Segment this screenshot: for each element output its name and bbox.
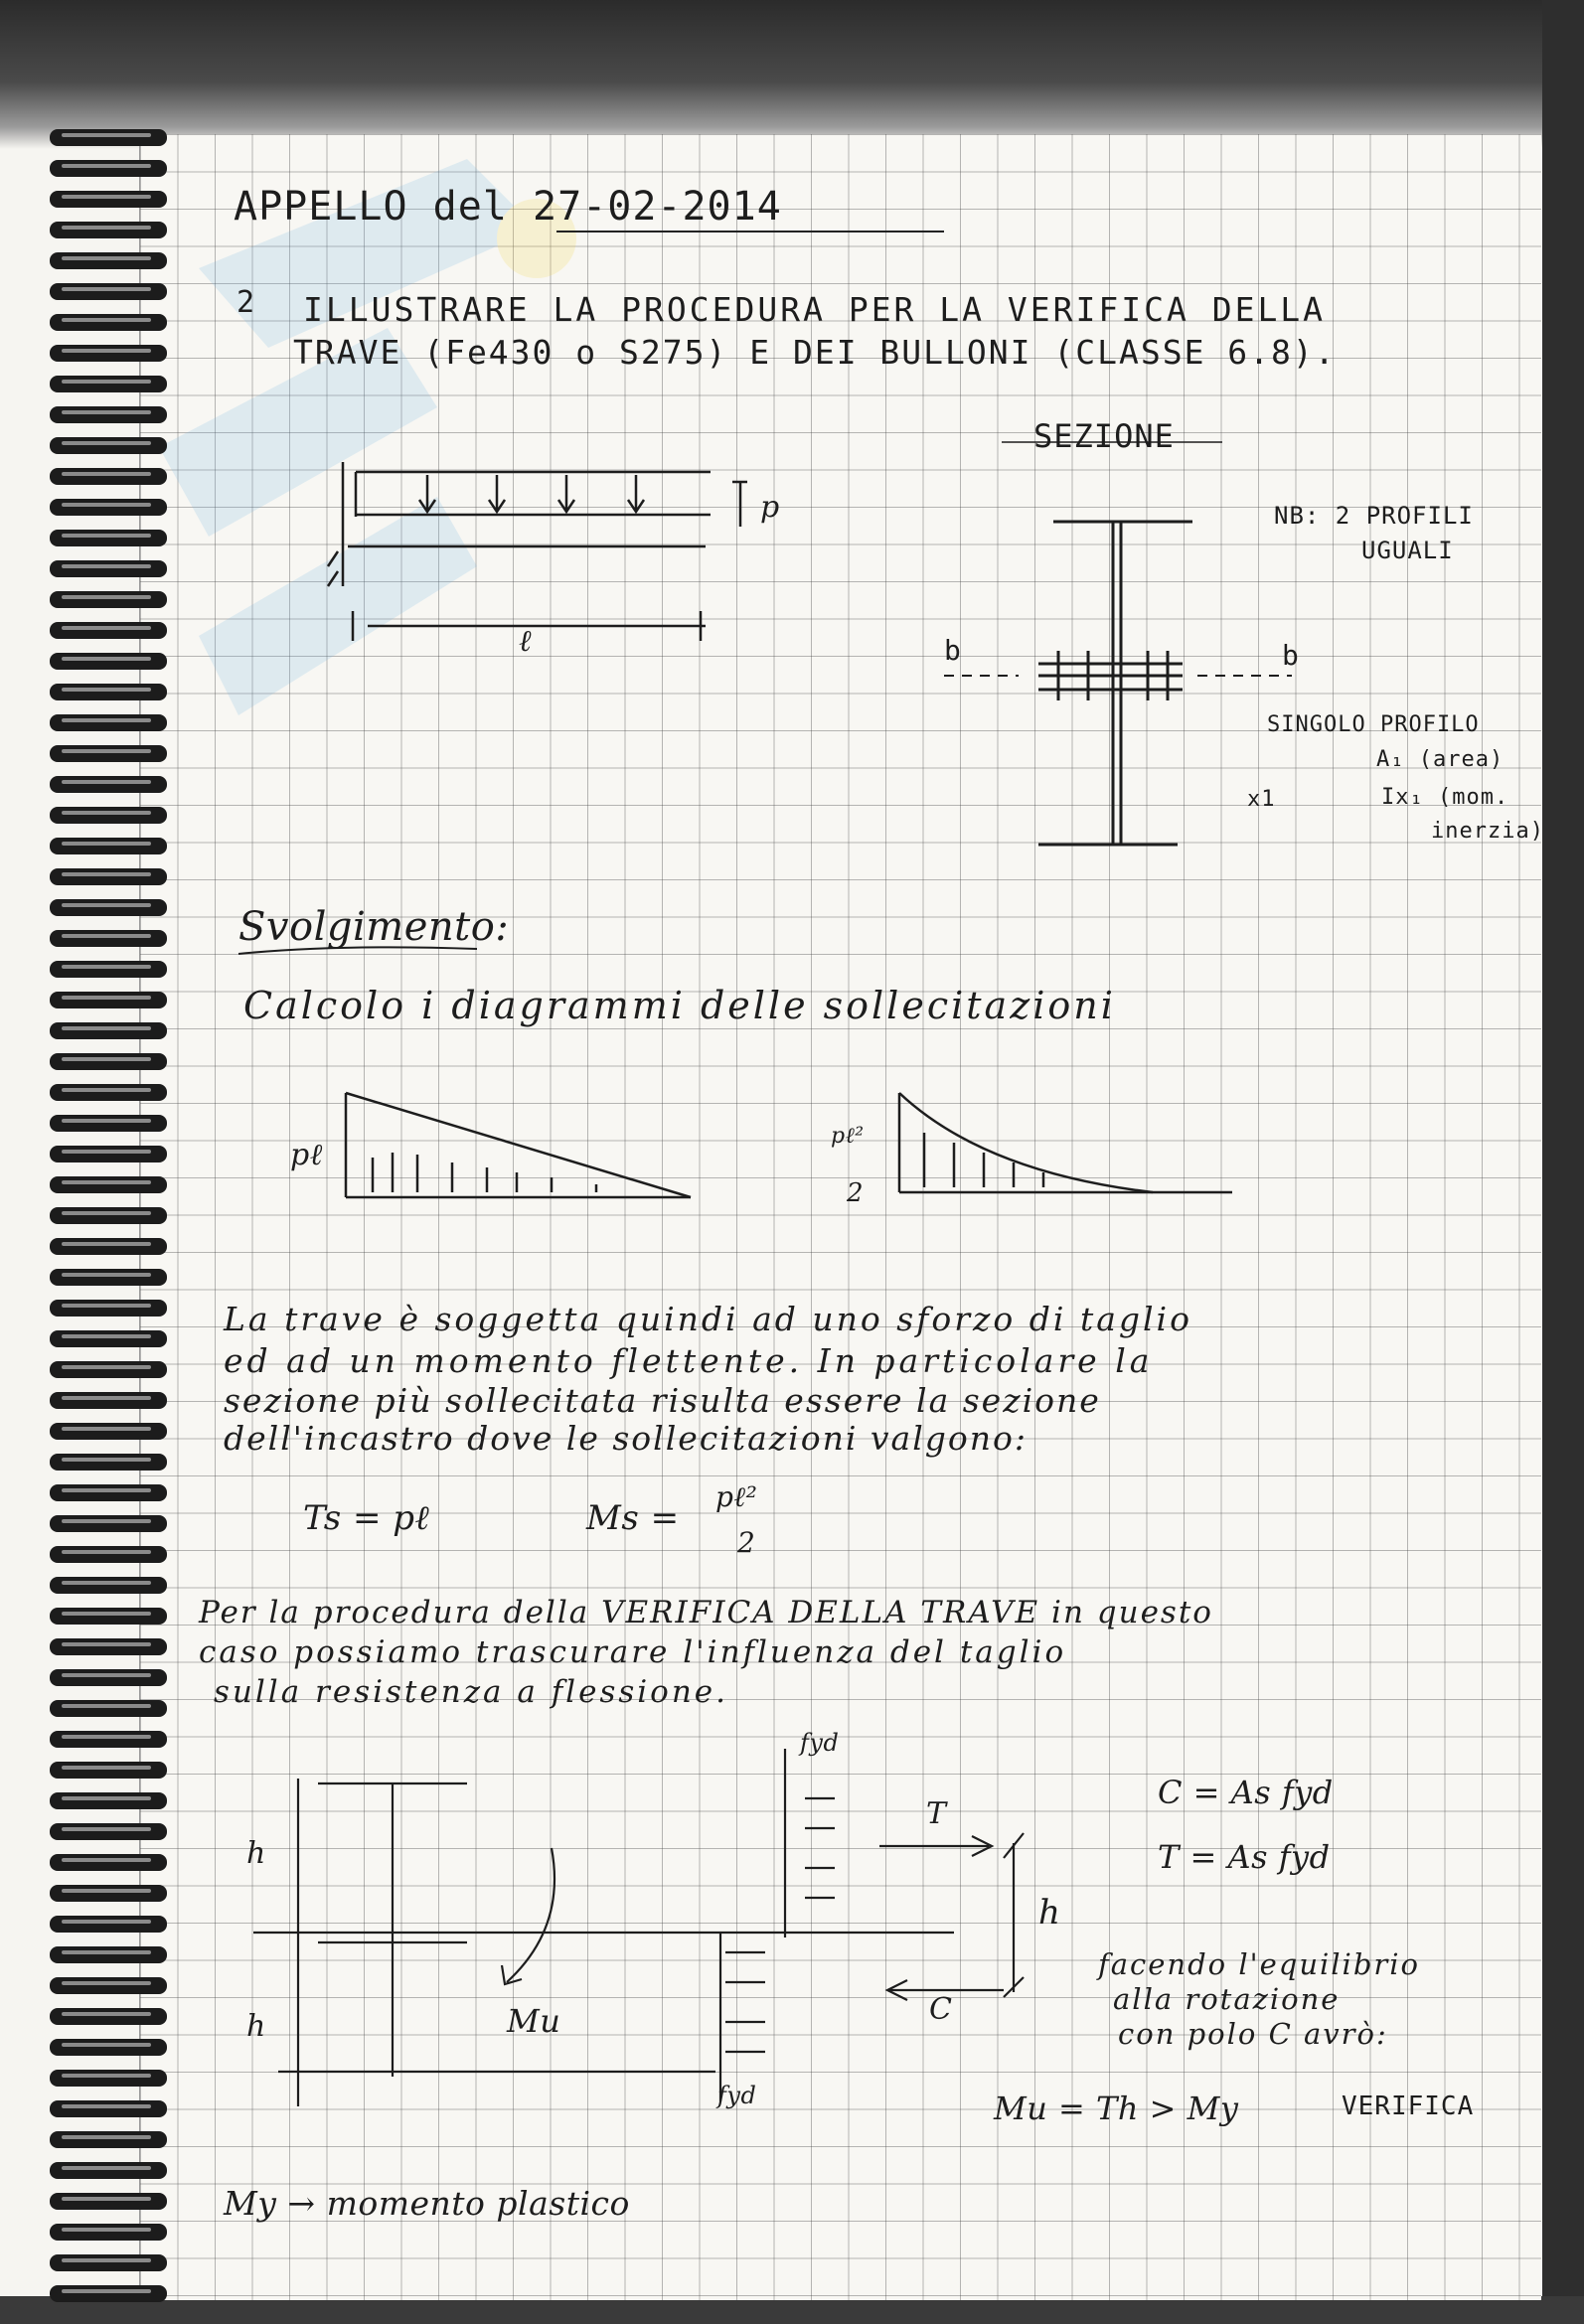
section-note-line-1: NB: 2 PROFILI — [1274, 502, 1474, 530]
profile-area-label: A₁ (area) — [1376, 747, 1505, 772]
profile-inertia-line-1: Ix₁ (mom. — [1381, 785, 1509, 810]
h-left-bottom-label: h — [246, 2009, 266, 2044]
shear-diagram — [346, 1093, 691, 1197]
section-axis-left: b — [944, 634, 962, 667]
equilibrium-line-1: facendo l'equilibrio — [1098, 1947, 1420, 1981]
formula-ms-numerator: pℓ² — [715, 1480, 758, 1513]
page-title: APPELLO del 27-02-2014 — [234, 184, 782, 230]
profile-inertia-line-2: inerzia) — [1431, 819, 1544, 844]
t-force-label: T — [926, 1796, 947, 1831]
fyd-bottom-label: fyd — [717, 2082, 757, 2109]
moment-label-bottom: 2 — [847, 1178, 865, 1208]
section-note-line-2: UGUALI — [1361, 537, 1454, 564]
paragraph-line-3: sezione più sollecitata risulta essere la sezione — [224, 1381, 1101, 1420]
section-title: SEZIONE — [1033, 417, 1175, 455]
h-left-top-label: h — [246, 1836, 266, 1871]
question-number: 2 — [237, 285, 256, 320]
paragraph-line-4: dell'incastro dove le sollecitazioni valgono: — [224, 1419, 1028, 1458]
cantilever-beam-sketch — [328, 462, 747, 641]
beam-length-label: ℓ — [519, 624, 532, 659]
mu-label: Mu — [507, 2002, 561, 2040]
profile-axis-x1: x1 — [1247, 787, 1276, 812]
final-verifica-word: VERIFICA — [1342, 2092, 1475, 2121]
question-line-1: ILLUSTRARE LA PROCEDURA PER LA VERIFICA DELLA — [303, 290, 1327, 329]
h-right-label: h — [1038, 1893, 1061, 1933]
paragraph2-line-2: caso possiamo trascurare l'influenza del taglio — [199, 1634, 1067, 1670]
moment-label-top: pℓ² — [831, 1124, 865, 1149]
moment-diagram — [899, 1093, 1232, 1192]
diagrams-caption: Calcolo i diagrammi delle sollecitazioni — [243, 984, 1116, 1027]
solution-heading: Svolgimento: — [238, 904, 510, 950]
paragraph2-line-3: sulla resistenza a flessione. — [214, 1674, 729, 1710]
paragraph-line-2: ed ad un momento flettente. In particolare la — [224, 1341, 1154, 1380]
equilibrium-line-2: alla rotazione — [1113, 1982, 1341, 2016]
single-profile-label: SINGOLO PROFILO — [1267, 712, 1480, 737]
formula-ms-left: Ms = — [586, 1498, 680, 1538]
beam-load-label: p — [760, 490, 780, 525]
bending-section-sketch — [253, 1779, 715, 2106]
fyd-top-label: fyd — [800, 1729, 840, 1757]
formula-ts: Ts = pℓ — [303, 1498, 430, 1538]
section-drawing — [944, 442, 1292, 845]
footer-note: My → momento plastico — [224, 2184, 630, 2223]
paragraph2-line-1: Per la procedura della VERIFICA DELLA TRAVE in questo — [199, 1595, 1213, 1630]
equation-c: C = As fyd — [1158, 1774, 1334, 1811]
equilibrium-line-3: con polo C avrò: — [1118, 2017, 1388, 2051]
paragraph-line-1: La trave è soggetta quindi ad uno sforzo di taglio — [224, 1300, 1192, 1338]
final-equation: Mu = Th > My — [994, 2090, 1239, 2127]
formula-ms-denominator: 2 — [737, 1526, 756, 1559]
stress-block-sketch — [715, 1749, 1024, 2101]
shear-diagram-label: pℓ — [290, 1138, 323, 1172]
question-line-2: TRAVE (Fe430 o S275) E DEI BULLONI (CLASSE 6.8). — [293, 333, 1337, 372]
equation-t: T = As fyd — [1158, 1838, 1331, 1876]
section-axis-right: b — [1282, 639, 1300, 672]
c-force-label: C — [929, 1992, 953, 2027]
